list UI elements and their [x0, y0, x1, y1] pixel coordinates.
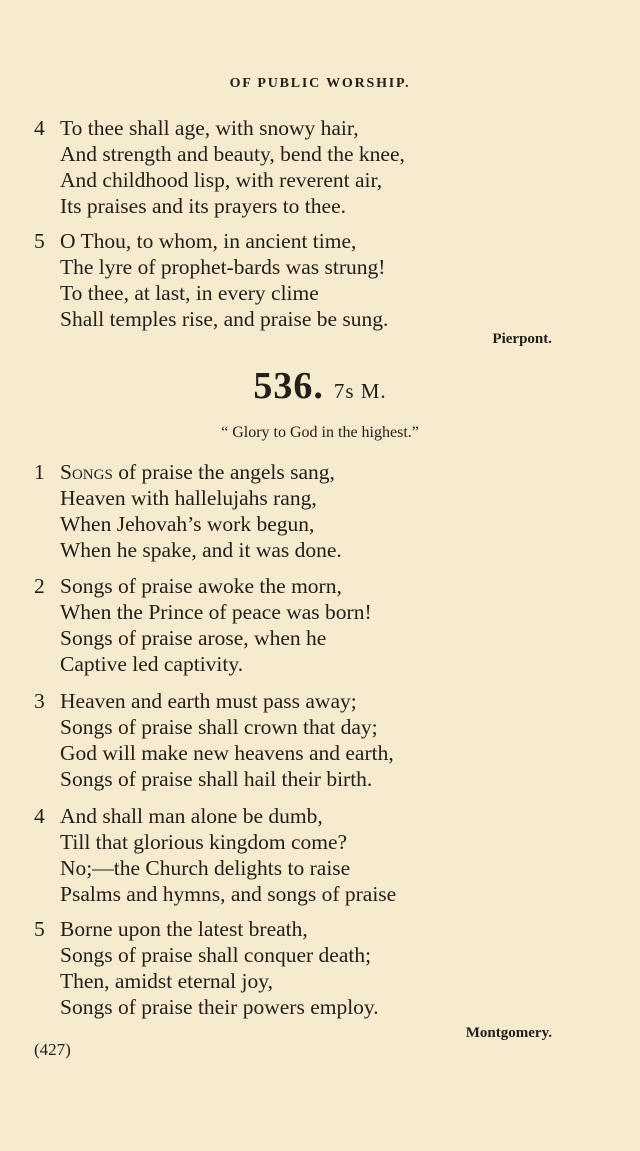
prev-stanza-5	[34, 228, 594, 332]
stanza-line: Psalms and hymns, and songs of praise	[60, 882, 397, 906]
stanza-5	[34, 916, 594, 1020]
stanza-line: Shall temples rise, and praise be sung.	[60, 307, 389, 331]
stanza-line: Songs of praise arose, when he	[60, 626, 327, 650]
hymn-meter: 7s M.	[333, 379, 387, 403]
stanza-1	[34, 459, 594, 563]
stanza-line: 5 Borne upon the latest breath,	[34, 917, 308, 941]
stanza-line: Songs of praise shall hail their birth.	[60, 767, 373, 791]
stanza-number: 5	[34, 917, 45, 941]
stanza-line: No;—the Church delights to raise	[60, 856, 351, 880]
stanza-line: Songs of praise shall conquer death;	[60, 943, 372, 967]
stanza-2	[34, 573, 594, 677]
stanza-line: Songs of praise their powers employ.	[60, 995, 379, 1019]
stanza-line: 5 O Thou, to whom, in ancient time,	[34, 229, 357, 253]
stanza-line: When he spake, and it was done.	[60, 538, 342, 562]
stanza-line: Then, amidst eternal joy,	[60, 969, 273, 993]
stanza-line: 4 And shall man alone be dumb,	[34, 804, 323, 828]
page-number: (427)	[34, 1040, 71, 1059]
stanza-line: 4 To thee shall age, with snowy hair,	[34, 116, 359, 140]
stanza-line: Till that glorious kingdom come?	[60, 830, 348, 854]
stanza-3	[34, 688, 594, 792]
stanza-line: 3 Heaven and earth must pass away;	[34, 689, 357, 713]
stanza-number: 1	[34, 460, 45, 484]
stanza-line: To thee, at last, in every clime	[60, 281, 319, 305]
stanza-number: 4	[34, 804, 45, 828]
hymn-heading	[0, 364, 640, 408]
stanza-line: Heaven with hallelujahs rang,	[60, 486, 317, 510]
stanza-line: God will make new heavens and earth,	[60, 741, 394, 765]
stanza-line: And childhood lisp, with reverent air,	[60, 168, 383, 192]
stanza-line: When Jehovah’s work begun,	[60, 512, 315, 536]
stanza-line: And strength and beauty, bend the knee,	[60, 142, 405, 166]
running-head: OF PUBLIC WORSHIP.	[229, 76, 411, 91]
stanza-line: Its praises and its prayers to thee.	[60, 194, 346, 218]
hymn-epigraph: “ Glory to God in the highest.”	[221, 424, 419, 441]
stanza-line: Songs of praise shall crown that day;	[60, 715, 378, 739]
stanza-number: 3	[34, 689, 45, 713]
author-attribution: Pierpont.	[492, 331, 552, 347]
stanza-line: When the Prince of peace was born!	[60, 600, 372, 624]
author-attribution: Montgomery.	[465, 1025, 552, 1041]
hymn-number: 536.	[253, 365, 324, 407]
stanza-4	[34, 803, 594, 907]
stanza-line: 2 Songs of praise awoke the morn,	[34, 574, 342, 598]
stanza-line: 1 Songs of praise the angels sang,	[34, 460, 335, 484]
prev-stanza-4	[34, 115, 594, 219]
stanza-line: Captive led captivity.	[60, 652, 244, 676]
stanza-number: 5	[34, 229, 45, 253]
stanza-number: 2	[34, 574, 45, 598]
stanza-number: 4	[34, 116, 45, 140]
stanza-line: The lyre of prophet-bards was strung!	[60, 255, 386, 279]
